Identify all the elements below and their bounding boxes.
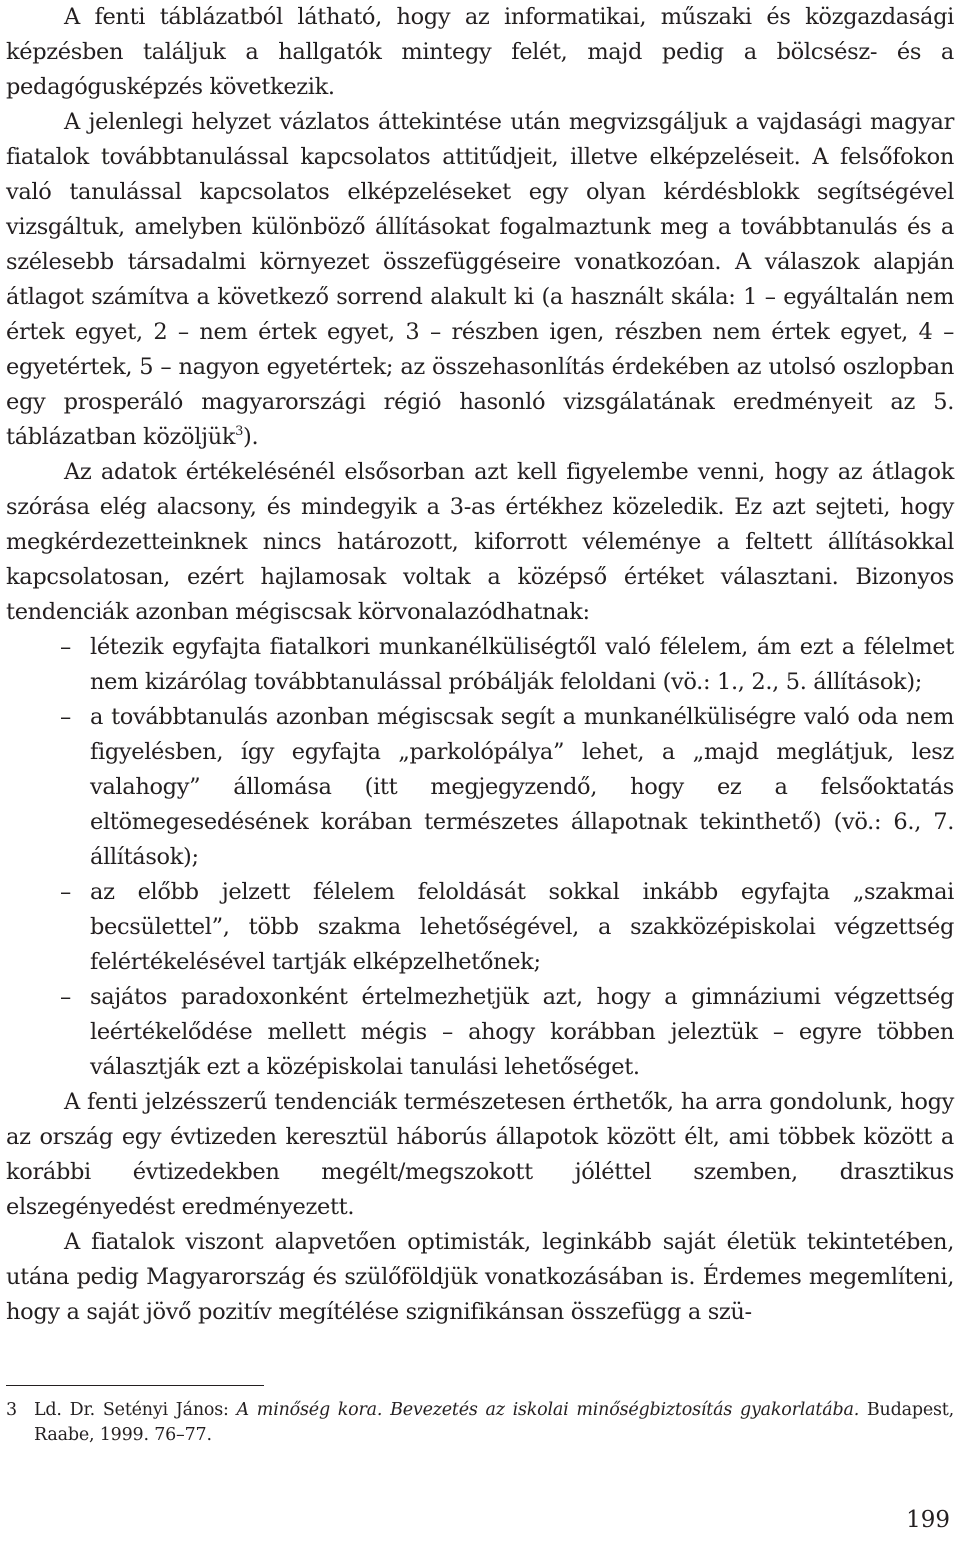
page-number: 199 — [906, 1507, 950, 1533]
paragraph-attitudes — [6, 105, 954, 455]
dash-bullet: – — [60, 984, 71, 1010]
list-item-text: az előbb jelzett félelem feloldását sokkal inkább egyfajta „szakmai becsülettel”, több szakma lehetőségével, a szakközépiskolai végzettség felértékelésével tartják elképzelhetőnek; — [90, 879, 954, 975]
tendency-list — [6, 630, 954, 1085]
footnote-prefix: Ld. Dr. Setényi János: — [34, 1400, 237, 1420]
paragraph-optimism: A fiatalok viszont alapvetően optimisták, leginkább saját életük tekintetében, utána pedig Magyarország és szülőföldjük vonatkozásában is. Érdemes megemlíteni, hogy a saját jövő pozitív megítélése szignifikánsan összefügg a szü- — [6, 1229, 954, 1325]
paragraph-evaluation: Az adatok értékelésénél elsősorban azt kell figyelembe venni, hogy az átlagok szórása elég alacsony, és mindegyik a 3-as értékhez közeledik. Ez azt sejteti, hogy megkérdezetteinknek nincs határozott, kiforrott véleménye a feltett állításokkal kapcsolatosan, ezért hajlamosak voltak a középső értéket választani. Bizonyos tendenciák azonban mégiscsak körvonalazódhatnak: — [6, 459, 954, 625]
paragraph-tendencies: A fenti jelzésszerű tendenciák természetesen érthetők, ha arra gondolunk, hogy az ország egy évtizeden keresztül háborús állapotok között élt, ami többek között a korábbi évtizedekben megélt/megszokott jóléttel szemben, drasztikus elszegényedést eredményezett. — [6, 1089, 954, 1220]
list-item-text: létezik egyfajta fiatalkori munkanélküliségtől való félelem, ám ezt a félelmet nem kizárólag továbbtanulással próbálják feloldani (vö.: 1., 2., 5. állítások); — [90, 634, 954, 695]
footnote-divider — [6, 1385, 264, 1386]
list-item-text: sajátos paradoxonként értelmezhetjük azt, hogy a gimnáziumi végzettség leértékelődése mellett mégis – ahogy korábban jeleztük – egyre többen választják ezt a középiskolai tanulási lehetőséget. — [90, 984, 954, 1080]
footnote-suffix: Budapest, Raabe, 1999. 76–77. — [34, 1400, 955, 1445]
footnote-text — [34, 1398, 954, 1448]
paragraph-attitudes-text: A jelenlegi helyzet vázlatos áttekintése után megvizsgáljuk a vajdasági magyar fiatalok továbbtanulással kapcsolatos attitűdjeit, illetve elképzeléseit. A felsőfokon való tanulással kapcsolatos elképzeléseket egy olyan kérdésblokk segítségével vizsgáltuk, amelyben különböző állításokat fogalmaztunk meg a továbbtanulás és a szélesebb társadalmi környezet összefüggéseire vonatkozóan. A válaszok alapján átlagot számítva a következő sorrend alakult ki (a használt skála: 1 – egyáltalán nem értek egyet, 2 – nem értek egyet, 3 – részben igen, részben nem értek egyet, 4 – egyetértek, 5 – nagyon egyetértek; az összehasonlítás érdekében az utolsó oszlopban egy prosperáló magyarországi régió hasonló vizsgálatának eredményeit az 5. táblázatban közöljük — [6, 109, 954, 450]
footnote-reference[interactable]: 3 — [235, 424, 244, 439]
footnote-number: 3 — [6, 1400, 17, 1420]
footnote — [6, 1398, 954, 1448]
list-item — [6, 700, 954, 875]
footnote-title: A minőség kora. Bevezetés az iskolai minőségbiztosítás gyakorlatába. — [236, 1400, 860, 1420]
dash-bullet: – — [60, 704, 71, 730]
body-text — [6, 0, 954, 1330]
paragraph-attitudes-end: ). — [243, 424, 259, 450]
document-page — [6, 0, 954, 1553]
list-item — [6, 630, 954, 700]
list-item — [6, 980, 954, 1085]
list-item-text: a továbbtanulás azonban mégiscsak segít a munkanélküliségre való oda nem figyelésben, így egyfajta „parkolópálya” lehet, a „majd meglátjuk, lesz valahogy” állomása (itt megjegyzendő, hogy ez a felsőoktatás eltömegesedésének korában természetes állapotnak tekinthető) (vö.: 6., 7. állítások); — [90, 704, 954, 870]
paragraph-intro: A fenti táblázatból látható, hogy az informatikai, műszaki és közgazdasági képzésben találjuk a hallgatók mintegy felét, majd pedig a bölcsész- és a pedagógusképzés következik. — [6, 4, 954, 100]
dash-bullet: – — [60, 634, 71, 660]
dash-bullet: – — [60, 879, 71, 905]
list-item — [6, 875, 954, 980]
